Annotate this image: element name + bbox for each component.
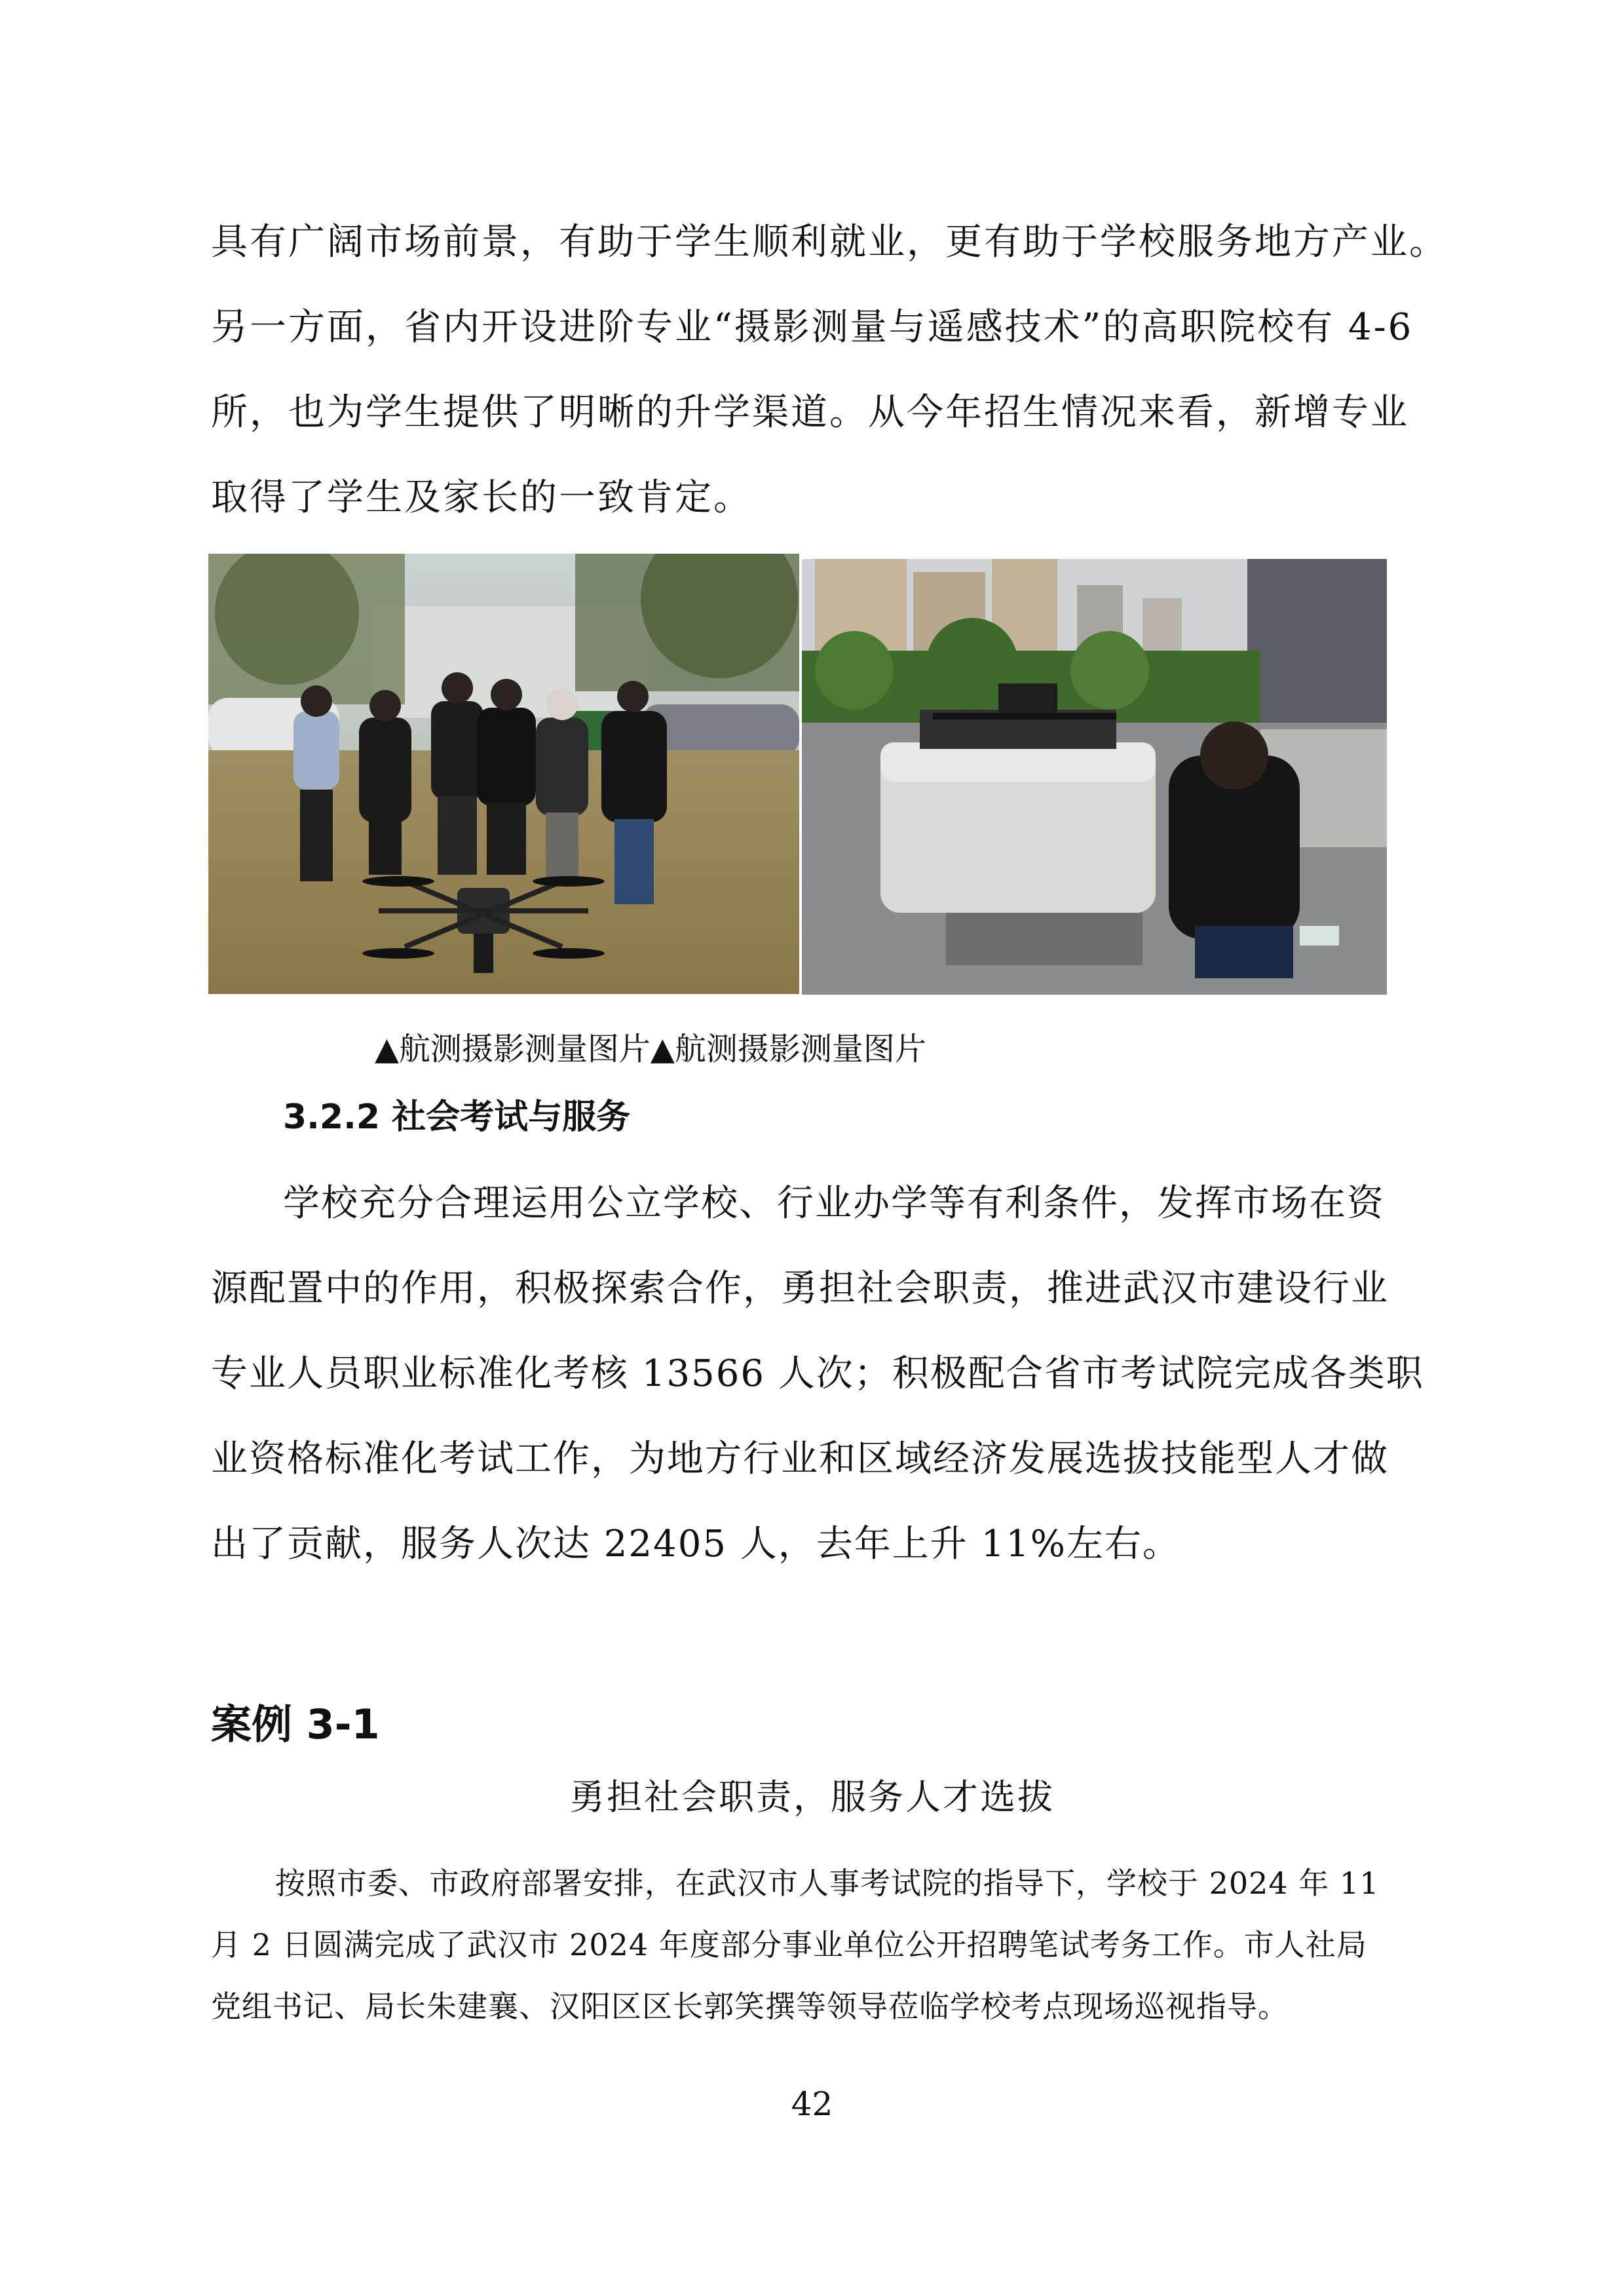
page-number: 42 [791,2085,833,2123]
section-line: 业资格标准化考试工作，为地方行业和区域经济发展选拔技能型人才做 [211,1438,1389,1480]
case-title: 勇担社会职责，服务人才选拔 [569,1776,1055,1818]
section-line: 专业人员职业标准化考核 13566 人次；积极配合省市考试院完成各类职 [211,1352,1424,1395]
intro-line: 取得了学生及家长的一致肯定。 [211,476,752,519]
section-line: 源配置中的作用，积极探索合作，勇担社会职责，推进武汉市建设行业 [211,1267,1389,1310]
section-heading: 3.2.2 社会考试与服务 [283,1098,631,1137]
figure-caption: ▲航测摄影测量图片▲航测摄影测量图片 [375,1031,926,1067]
case-line: 按照市委、市政府部署安排，在武汉市人事考试院的指导下，学校于 2024 年 11 [275,1866,1380,1901]
section-line: 学校充分合理运用公立学校、行业办学等有利条件，发挥市场在资 [283,1182,1385,1225]
case-label: 案例 3-1 [211,1700,380,1748]
section-line: 出了贡献，服务人次达 22405 人，去年上升 11%左右。 [211,1523,1181,1565]
drone-group-photo [208,554,799,994]
intro-line: 具有广阔市场前景，有助于学生顺利就业，更有助于学校服务地方产业。 [211,221,1448,263]
case-line: 党组书记、局长朱建襄、汉阳区区长郭笑撰等领导莅临学校考点现场巡视指导。 [211,1989,1289,2024]
intro-line: 所，也为学生提供了明晰的升学渠道。从今年招生情况来看，新增专业 [211,391,1409,434]
case-line: 月 2 日圆满完成了武汉市 2024 年度部分事业单位公开招聘笔试考务工作。市人社局 [211,1927,1367,1962]
survey-instrument-photo [802,559,1387,995]
intro-line: 另一方面，省内开设进阶专业“摄影测量与遥感技术”的高职院校有 4-6 [211,306,1414,349]
